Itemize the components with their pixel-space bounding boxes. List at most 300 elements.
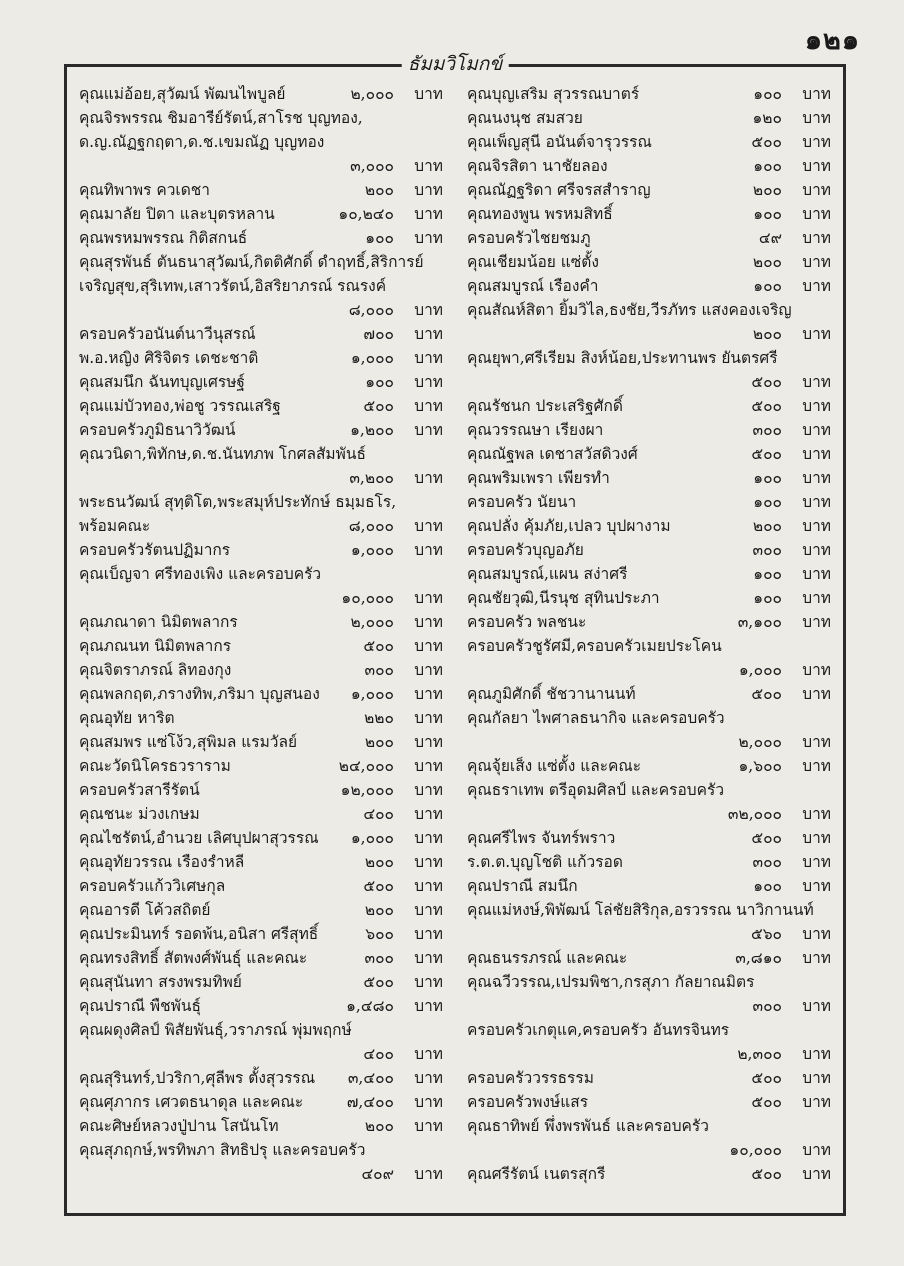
donor-name: พระธนวัฒน์ สุทฺติโต,พระสมุห์ประทักษ์ ธมฺมธโร, xyxy=(79,493,397,511)
donation-amount: ๒,๓๐๐ xyxy=(737,1045,782,1063)
donor-name: คุณณัฏฐริดา ศรีจรสสำราญ xyxy=(467,181,651,199)
currency-label: บาท xyxy=(802,1141,831,1159)
donation-amount: ๒๐๐ xyxy=(752,181,782,199)
currency-label: บาท xyxy=(414,781,443,799)
donation-amount: ๑๒,๐๐๐ xyxy=(340,781,394,799)
donor-name: ครอบครัวรัตนปฏิมากร xyxy=(79,541,231,559)
donation-amount: ๕๐๐ xyxy=(751,445,782,463)
donor-name: คุณศุภากร เศวตธนาดุล และคณะ xyxy=(79,1093,304,1111)
donor-name: ครอบครัวภูมิธนาวิวัฒน์ xyxy=(79,421,236,439)
currency-label: บาท xyxy=(802,853,831,871)
donation-amount: ๑,๖๐๐ xyxy=(738,757,782,775)
donor-row xyxy=(79,154,449,178)
donation-amount: ๑,๐๐๐ xyxy=(350,829,394,847)
donor-row xyxy=(467,226,837,250)
donation-amount: ๑๐๐ xyxy=(753,85,782,103)
donor-name: คุณพลกฤต,ภรางทิพ,ภริมา บุญสนอง xyxy=(79,685,320,703)
donation-amount: ๗,๔๐๐ xyxy=(346,1093,394,1111)
donor-name: คุณอารดี โค้วสถิตย์ xyxy=(79,901,211,919)
donation-amount: ๘,๐๐๐ xyxy=(348,301,394,319)
donor-row xyxy=(79,538,449,562)
right-donor-column xyxy=(467,82,837,1186)
currency-label: บาท xyxy=(414,877,443,895)
donor-row xyxy=(467,586,837,610)
donor-row xyxy=(467,970,837,994)
donor-name: คุณอุทัยวรรณ เรืองรำหลี xyxy=(79,853,245,871)
currency-label: บาท xyxy=(414,661,443,679)
donation-amount: ๓๐๐ xyxy=(364,661,394,679)
currency-label: บาท xyxy=(414,325,443,343)
donation-amount: ๒๒๐ xyxy=(364,709,394,727)
page-number: ๑๒๑ xyxy=(804,25,860,56)
donor-name: คุณสุรินทร์,ปวริกา,ศุลีพร ตั้งสุวรรณ xyxy=(79,1069,316,1087)
donor-name: คุณแม่บัวทอง,พ่อชู วรรณเสริฐ xyxy=(79,397,281,415)
donor-row xyxy=(467,82,837,106)
donation-amount: ๓๐๐ xyxy=(752,541,782,559)
donor-name: พร้อมคณะ xyxy=(79,517,151,535)
donor-row xyxy=(79,706,449,730)
donor-row xyxy=(79,82,449,106)
donor-row xyxy=(79,274,449,298)
donor-row xyxy=(467,418,837,442)
currency-label: บาท xyxy=(802,325,831,343)
currency-label: บาท xyxy=(802,133,831,151)
currency-label: บาท xyxy=(414,829,443,847)
donation-amount: ๑๐,๒๔๐ xyxy=(338,205,394,223)
donor-name: ครอบครัวเกตุแค,ครอบครัว อันทรจินทร xyxy=(467,1021,730,1039)
donor-row xyxy=(79,346,449,370)
currency-label: บาท xyxy=(802,733,831,751)
donor-name: คุณจิตราภรณ์ ลิทองกุง xyxy=(79,661,232,679)
donor-name: คุณศรีรัตน์ เนตรสุกรี xyxy=(467,1165,606,1183)
donor-row xyxy=(79,442,449,466)
currency-label: บาท xyxy=(414,517,443,535)
donor-list-frame xyxy=(64,53,846,1216)
donor-row xyxy=(79,1018,449,1042)
donor-row xyxy=(467,1042,837,1066)
currency-label: บาท xyxy=(802,877,831,895)
currency-label: บาท xyxy=(802,421,831,439)
currency-label: บาท xyxy=(414,421,443,439)
donor-row xyxy=(467,298,837,322)
donor-row xyxy=(79,226,449,250)
donor-row xyxy=(467,154,837,178)
currency-label: บาท xyxy=(414,157,443,175)
donor-row xyxy=(467,730,837,754)
donor-row xyxy=(467,610,837,634)
donor-row xyxy=(79,946,449,970)
currency-label: บาท xyxy=(414,805,443,823)
donor-row xyxy=(79,106,449,130)
donor-row xyxy=(467,538,837,562)
donor-name: คุณธราเทพ ตรีอุดมศิลป์ และครอบครัว xyxy=(467,781,725,799)
donation-amount: ๑๐๐ xyxy=(365,373,394,391)
donor-row xyxy=(79,1042,449,1066)
donor-row xyxy=(467,994,837,1018)
donor-row xyxy=(79,826,449,850)
donor-row xyxy=(79,418,449,442)
currency-label: บาท xyxy=(802,1045,831,1063)
donor-name: คุณภณาดา นิมิตพลากร xyxy=(79,613,238,631)
donor-row xyxy=(79,514,449,538)
donation-amount: ๒๐๐ xyxy=(364,1117,394,1135)
currency-label: บาท xyxy=(414,469,443,487)
donor-row xyxy=(79,970,449,994)
donation-amount: ๕๐๐ xyxy=(751,829,782,847)
donor-name: คุณแม่หงษ์,พิพัฒน์ โล่ชัยสิริกุล,อรวรรณ นาวิกานนท์ xyxy=(467,901,814,919)
donor-name: ครอบครัวอนันต์นาวีนุสรณ์ xyxy=(79,325,256,343)
donor-name: คุณผดุงศิลป์ พิสัยพันธุ์,วราภรณ์ พุ่มพฤกษ์ xyxy=(79,1021,352,1039)
donation-amount: ๓,๒๐๐ xyxy=(349,469,394,487)
donation-amount: ๕๐๐ xyxy=(363,973,394,991)
donation-amount: ๕๖๐ xyxy=(750,925,782,943)
currency-label: บาท xyxy=(414,589,443,607)
donor-name: คุณทองพูน พรหมสิทธิ์ xyxy=(467,205,613,223)
donor-name: คุณณัฐพล เดชาสวัสดิวงศ์ xyxy=(467,445,638,463)
donor-name: คุณศรีไพร จันทร์พราว xyxy=(467,829,616,847)
section-title: ธัมมวิโมกข์ xyxy=(402,49,509,79)
donation-amount: ๓๐๐ xyxy=(364,949,394,967)
donor-name: คุณจิรสิตา นาชัยลอง xyxy=(467,157,608,175)
donor-name: ร.ต.ต.บุญโชติ แก้วรอด xyxy=(467,853,623,871)
donation-amount: ๑,๔๘๐ xyxy=(346,997,394,1015)
donor-name: คุณธาทิพย์ พึ่งพรพันธ์ และครอบครัว xyxy=(467,1117,709,1135)
donation-amount: ๕๐๐ xyxy=(751,1093,782,1111)
donation-amount: ๑,๐๐๐ xyxy=(350,685,394,703)
donor-row xyxy=(79,130,449,154)
donation-amount: ๑๐๐ xyxy=(753,157,782,175)
donation-amount: ๑,๐๐๐ xyxy=(350,349,394,367)
donor-row xyxy=(79,898,449,922)
donor-name: คุณปราณี พืชพันธุ์ xyxy=(79,997,201,1015)
currency-label: บาท xyxy=(414,181,443,199)
donation-amount: ๔๐๐ xyxy=(363,805,394,823)
donor-name: คุณสมพร แซ่โง้ว,สุพิมล แรมวัลย์ xyxy=(79,733,298,751)
donor-row xyxy=(467,922,837,946)
donation-amount: ๔๐๐ xyxy=(363,1045,394,1063)
donor-name: ครอบครัวแก้ววิเศษกุล xyxy=(79,877,226,895)
donor-row xyxy=(79,730,449,754)
currency-label: บาท xyxy=(802,85,831,103)
donor-name: คุณสัณห์สิตา ยิ้มวิไล,ธงชัย,วีรภัทร แสงคองเจริญ xyxy=(467,301,792,319)
donor-name: ครอบครัววรรธรรม xyxy=(467,1069,594,1087)
donor-name: คณะศิษย์หลวงปู่ปาน โสนันโท xyxy=(79,1117,279,1135)
currency-label: บาท xyxy=(802,757,831,775)
currency-label: บาท xyxy=(414,613,443,631)
donor-name: ครอบครัวบุญอภัย xyxy=(467,541,584,559)
donor-row xyxy=(467,490,837,514)
currency-label: บาท xyxy=(802,805,831,823)
donation-amount: ๒๐๐ xyxy=(364,181,394,199)
donor-row xyxy=(79,682,449,706)
currency-label: บาท xyxy=(802,205,831,223)
donor-row xyxy=(467,442,837,466)
donation-amount: ๗๐๐ xyxy=(363,325,394,343)
donor-row xyxy=(467,1090,837,1114)
currency-label: บาท xyxy=(414,733,443,751)
donor-name: คุณจุ้ยเส็ง แซ่ตั้ง และคณะ xyxy=(467,757,642,775)
donation-amount: ๒,๐๐๐ xyxy=(350,85,394,103)
donor-name: คุณสมบูรณ์,แผน สง่าศรี xyxy=(467,565,628,583)
donor-row xyxy=(467,778,837,802)
donation-amount: ๕๐๐ xyxy=(363,397,394,415)
currency-label: บาท xyxy=(802,445,831,463)
donor-name: คุณฉวีวรรณ,เปรมพิชา,กรสุภา กัลยาณมิตร xyxy=(467,973,755,991)
donation-amount: ๕๐๐ xyxy=(751,373,782,391)
donor-row xyxy=(467,634,837,658)
currency-label: บาท xyxy=(414,949,443,967)
donor-row xyxy=(467,1066,837,1090)
donor-name: ครอบครัว พลชนะ xyxy=(467,613,587,631)
donor-row xyxy=(79,490,449,514)
currency-label: บาท xyxy=(802,925,831,943)
donor-row xyxy=(467,682,837,706)
donor-row xyxy=(467,202,837,226)
donor-row xyxy=(467,850,837,874)
donor-row xyxy=(79,1162,449,1186)
donor-row xyxy=(79,250,449,274)
donor-name: พ.อ.หญิง ศิริจิตร เดชะชาติ xyxy=(79,349,259,367)
donor-name: คุณพรหมพรรณ กิติสกนธ์ xyxy=(79,229,248,247)
donor-name: คุณปราณี สมนึก xyxy=(467,877,578,895)
donor-name: คุณพริมเพรา เพียรทำ xyxy=(467,469,610,487)
currency-label: บาท xyxy=(802,157,831,175)
donor-row xyxy=(79,850,449,874)
donation-amount: ๓๐๐ xyxy=(752,421,782,439)
donor-name: คุณสุนันทา สรงพรมทิพย์ xyxy=(79,973,242,991)
currency-label: บาท xyxy=(414,997,443,1015)
donation-amount: ๒๐๐ xyxy=(364,853,394,871)
currency-label: บาท xyxy=(802,949,831,967)
donor-row xyxy=(467,370,837,394)
donation-amount: ๓,๔๐๐ xyxy=(347,1069,394,1087)
donor-name: คณะวัดนิโครธวราราม xyxy=(79,757,231,775)
donor-name: คุณกัลยา ไพศาลธนากิจ และครอบครัว xyxy=(467,709,725,727)
currency-label: บาท xyxy=(414,373,443,391)
donor-row xyxy=(467,898,837,922)
currency-label: บาท xyxy=(414,757,443,775)
donor-name: คุณปลั่ง คุ้มภัย,เปลว บุปผางาม xyxy=(467,517,671,535)
donor-row xyxy=(467,130,837,154)
donor-name: คุณบุญเสริม สุวรรณบาตร์ xyxy=(467,85,640,103)
donor-name: คุณสมนึก ฉันทบุญเศรษฐ์ xyxy=(79,373,245,391)
left-donor-column xyxy=(79,82,449,1186)
donation-amount: ๕๐๐ xyxy=(751,685,782,703)
donation-amount: ๑๐๐ xyxy=(365,229,394,247)
donation-amount: ๒๐๐ xyxy=(364,901,394,919)
currency-label: บาท xyxy=(802,613,831,631)
donor-row xyxy=(79,322,449,346)
currency-label: บาท xyxy=(414,1069,443,1087)
donor-row xyxy=(467,1138,837,1162)
donation-amount: ๑,๐๐๐ xyxy=(350,541,394,559)
donor-name: คุณสุรพันธ์ ตันธนาสุวัฒน์,กิตติศักดิ์ ดำฤทธิ์,สิริการย์ xyxy=(79,253,424,271)
donation-amount: ๑,๐๐๐ xyxy=(738,661,782,679)
donor-row xyxy=(79,778,449,802)
donor-name: คุณวรรณษา เรียงผา xyxy=(467,421,604,439)
donor-row xyxy=(79,874,449,898)
currency-label: บาท xyxy=(802,1069,831,1087)
currency-label: บาท xyxy=(802,373,831,391)
donor-name: คุณวนิดา,พิทักษ,ด.ช.นันทภพ โกศลสัมพันธ์ xyxy=(79,445,366,463)
donation-amount: ๓,๑๐๐ xyxy=(737,613,782,631)
donor-row xyxy=(79,1114,449,1138)
donor-row xyxy=(467,1114,837,1138)
donation-amount: ๒๐๐ xyxy=(752,517,782,535)
donation-amount: ๑๒๐ xyxy=(752,109,782,127)
donor-row xyxy=(467,394,837,418)
donor-row xyxy=(79,562,449,586)
currency-label: บาท xyxy=(802,181,831,199)
donation-amount: ๓,๘๑๐ xyxy=(735,949,782,967)
currency-label: บาท xyxy=(414,709,443,727)
donation-amount: ๓๐๐ xyxy=(752,997,782,1015)
currency-label: บาท xyxy=(802,397,831,415)
currency-label: บาท xyxy=(414,205,443,223)
donor-row xyxy=(467,874,837,898)
currency-label: บาท xyxy=(802,229,831,247)
donor-row xyxy=(79,202,449,226)
donor-row xyxy=(79,1066,449,1090)
donation-amount: ๑๐,๐๐๐ xyxy=(341,589,394,607)
currency-label: บาท xyxy=(414,925,443,943)
donation-amount: ๓๒,๐๐๐ xyxy=(727,805,782,823)
donor-row xyxy=(467,802,837,826)
donor-row xyxy=(467,322,837,346)
donation-amount: ๒๔,๐๐๐ xyxy=(338,757,394,775)
donor-row xyxy=(79,178,449,202)
donation-amount: ๑๐,๐๐๐ xyxy=(729,1141,782,1159)
donation-amount: ๕๐๐ xyxy=(363,877,394,895)
donation-amount: ๑๐๐ xyxy=(753,277,782,295)
currency-label: บาท xyxy=(802,109,831,127)
donation-amount: ๑๐๐ xyxy=(753,589,782,607)
currency-label: บาท xyxy=(802,469,831,487)
donor-row xyxy=(467,826,837,850)
donor-name: คุณเพ็ญสุนี อนันต์จารุวรรณ xyxy=(467,133,652,151)
currency-label: บาท xyxy=(414,85,443,103)
donor-row xyxy=(79,1138,449,1162)
currency-label: บาท xyxy=(802,589,831,607)
donor-name: ครอบครัวสารีรัตน์ xyxy=(79,781,200,799)
currency-label: บาท xyxy=(802,1093,831,1111)
currency-label: บาท xyxy=(414,349,443,367)
currency-label: บาท xyxy=(802,829,831,847)
donor-name: คุณสุภฤกษ์,พรทิพภา สิทธิปรุ และครอบครัว xyxy=(79,1141,366,1159)
donor-name: ครอบครัวชูรัศมี,ครอบครัวเมยประโคน xyxy=(467,637,722,655)
donation-amount: ๑๐๐ xyxy=(753,877,782,895)
donation-amount: ๒,๐๐๐ xyxy=(738,733,782,751)
donor-row xyxy=(79,994,449,1018)
donor-name: คุณเชียมน้อย แซ่ตั้ง xyxy=(467,253,599,271)
currency-label: บาท xyxy=(802,685,831,703)
currency-label: บาท xyxy=(802,277,831,295)
donation-amount: ๑๐๐ xyxy=(753,205,782,223)
donor-row xyxy=(79,634,449,658)
donation-amount: ๖๐๐ xyxy=(365,925,394,943)
currency-label: บาท xyxy=(802,253,831,271)
currency-label: บาท xyxy=(802,1165,831,1183)
donation-amount: ๕๐๐ xyxy=(363,637,394,655)
donation-amount: ๕๐๐ xyxy=(751,1069,782,1087)
donor-row xyxy=(467,1162,837,1186)
currency-label: บาท xyxy=(414,853,443,871)
donor-row xyxy=(467,754,837,778)
donor-row xyxy=(467,1018,837,1042)
currency-label: บาท xyxy=(414,685,443,703)
currency-label: บาท xyxy=(802,493,831,511)
currency-label: บาท xyxy=(414,1117,443,1135)
donation-amount: ๔๐๙ xyxy=(361,1165,394,1183)
donor-name: คุณเบ็ญจา ศรีทองเพิง และครอบครัว xyxy=(79,565,322,583)
donor-name: คุณสมบูรณ์ เรืองคำ xyxy=(467,277,599,295)
donor-row xyxy=(467,514,837,538)
donor-name: คุณประมินทร์ รอดพ้น,อนิสา ศรีสุทธิ์ xyxy=(79,925,319,943)
donor-name: คุณชนะ ม่วงเกษม xyxy=(79,805,200,823)
donor-row xyxy=(467,250,837,274)
donor-name: ด.ญ.ณัฏฐกฤตา,ด.ช.เขมณัฏ บุญทอง xyxy=(79,133,325,151)
donor-name: คุณจิรพรรณ ชิมอารีย์รัตน์,สาโรช บุญทอง, xyxy=(79,109,363,127)
donor-name: คุณชัยวุฒิ,นีรนุช สุทินประภา xyxy=(467,589,660,607)
donor-row xyxy=(467,466,837,490)
donor-row xyxy=(79,586,449,610)
donor-row xyxy=(79,1090,449,1114)
donor-row xyxy=(79,922,449,946)
currency-label: บาท xyxy=(414,1093,443,1111)
donor-row xyxy=(79,754,449,778)
donor-row xyxy=(467,178,837,202)
donor-name: ครอบครัวพงษ์แสร xyxy=(467,1093,589,1111)
donation-amount: ๕๐๐ xyxy=(751,133,782,151)
currency-label: บาท xyxy=(802,565,831,583)
donor-row xyxy=(79,466,449,490)
donor-name: ครอบครัวไชยชมภู xyxy=(467,229,591,247)
currency-label: บาท xyxy=(802,517,831,535)
donation-amount: ๒๐๐ xyxy=(364,733,394,751)
donor-name: คุณทิพาพร ควเดชา xyxy=(79,181,211,199)
donor-name: คุณยุพา,ศรีเรียม สิงห์น้อย,ประทานพร ยันตรศรี xyxy=(467,349,778,367)
donor-name: คุณอุทัย หาริต xyxy=(79,709,175,727)
donor-row xyxy=(467,946,837,970)
donation-amount: ๒๐๐ xyxy=(752,325,782,343)
donor-row xyxy=(467,346,837,370)
donor-row xyxy=(467,658,837,682)
donation-amount: ๓,๐๐๐ xyxy=(350,157,394,175)
donation-amount: ๑๐๐ xyxy=(753,469,782,487)
currency-label: บาท xyxy=(802,997,831,1015)
currency-label: บาท xyxy=(414,541,443,559)
currency-label: บาท xyxy=(414,637,443,655)
currency-label: บาท xyxy=(414,1165,443,1183)
donation-amount: ๑,๒๐๐ xyxy=(350,421,394,439)
currency-label: บาท xyxy=(414,397,443,415)
donor-row xyxy=(79,298,449,322)
donation-amount: ๘,๐๐๐ xyxy=(348,517,394,535)
donation-amount: ๒,๐๐๐ xyxy=(350,613,394,631)
donor-row xyxy=(79,658,449,682)
currency-label: บาท xyxy=(802,541,831,559)
donor-name: คุณรัชนก ประเสริฐศักดิ์ xyxy=(467,397,623,415)
donor-name: คุณนงนุช สมสวย xyxy=(467,109,583,127)
donation-amount: ๑๐๐ xyxy=(753,565,782,583)
currency-label: บาท xyxy=(414,301,443,319)
currency-label: บาท xyxy=(414,229,443,247)
donation-amount: ๒๐๐ xyxy=(752,253,782,271)
donor-row xyxy=(467,106,837,130)
donor-name: คุณภณนท นิมิตพลากร xyxy=(79,637,232,655)
currency-label: บาท xyxy=(414,901,443,919)
donor-row xyxy=(79,802,449,826)
